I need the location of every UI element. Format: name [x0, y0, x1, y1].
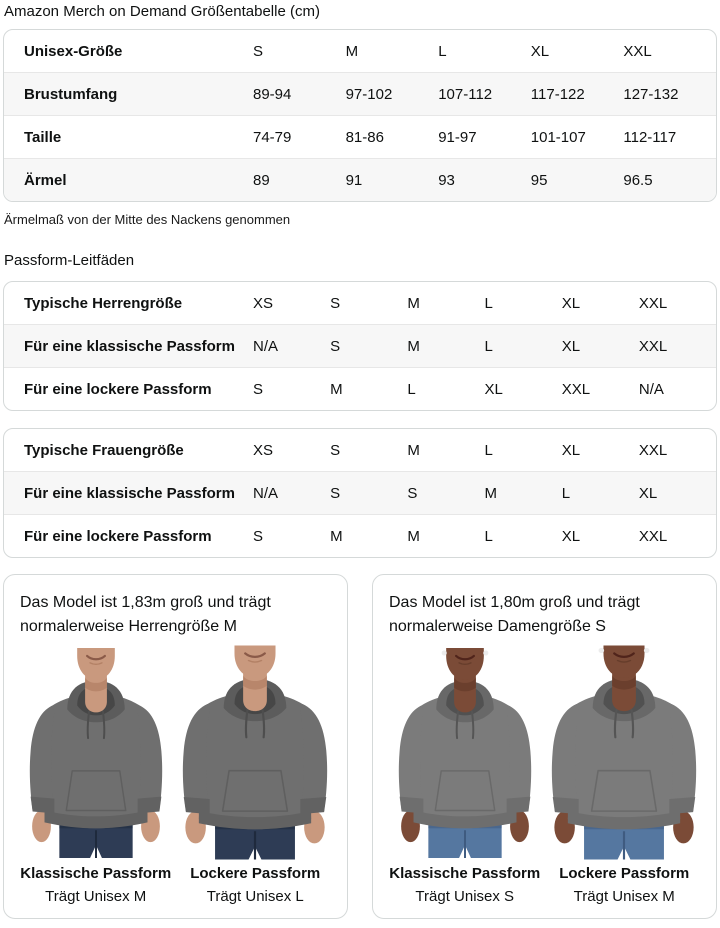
table-row-loose-fit: [4, 367, 716, 410]
table-row-classic-fit: [4, 471, 716, 514]
size-cell: M: [407, 527, 420, 545]
size-measurements-table: [3, 29, 717, 202]
size-cell: L: [484, 441, 493, 459]
row-label: Unisex-Größe: [24, 42, 123, 60]
row-label: Brustumfang: [24, 85, 118, 103]
row-label: Typische Herrengröße: [24, 294, 183, 312]
model-figures: [20, 648, 331, 905]
row-label: Für eine lockere Passform: [24, 527, 212, 545]
card-heading: Das Model ist 1,80m groß und trägt normalerweise Damengröße S: [389, 594, 640, 635]
figure-fit-caption: Klassische Passform: [389, 865, 541, 882]
model-figure-loose: [180, 648, 332, 905]
size-cell: XS: [253, 441, 274, 459]
size-cell: 93: [438, 171, 455, 189]
card-heading: Das Model ist 1,83m groß und trägt normalerweise Herrengröße M: [20, 594, 271, 635]
size-cell: XL: [561, 527, 581, 545]
size-cell: XL: [638, 484, 658, 502]
size-cell: XL: [561, 441, 581, 459]
model-card-women: [372, 574, 717, 919]
size-cell: XXL: [623, 42, 652, 60]
size-cell: XS: [253, 294, 274, 312]
size-cell: XXL: [638, 527, 668, 545]
figure-size-caption: Trägt Unisex L: [206, 888, 304, 905]
model-figures: [389, 648, 700, 905]
table-row-loose-fit: [4, 514, 716, 557]
size-cell: N/A: [253, 484, 279, 502]
sleeve-measurement-note: Ärmelmaß von der Mitte des Nackens genommen: [4, 212, 291, 227]
figure-size-caption: Trägt Unisex M: [573, 888, 675, 905]
size-cell: 89-94: [253, 85, 292, 103]
model-card-men: [3, 574, 348, 919]
size-cell: S: [253, 527, 264, 545]
size-cell: S: [330, 294, 341, 312]
table-row-chest: [4, 72, 716, 115]
fit-guides-heading: Passform-Leitfäden: [4, 252, 135, 269]
row-label: Taille: [24, 128, 62, 146]
model-figure-classic: [20, 648, 172, 905]
size-cell: 127-132: [623, 85, 679, 103]
table-row-sleeve: [4, 158, 716, 201]
female-model-loose-fit-photo: [543, 645, 707, 859]
size-cell: M: [484, 484, 498, 502]
size-cell: XXL: [638, 337, 668, 355]
size-cell: 95: [530, 171, 548, 189]
figure-size-caption: Trägt Unisex S: [415, 888, 515, 905]
figure-fit-caption: Klassische Passform: [20, 865, 172, 882]
size-cell: L: [484, 527, 493, 545]
size-cell: 91: [345, 171, 363, 189]
fit-table-men: [3, 281, 717, 411]
size-cell: 96.5: [623, 171, 653, 189]
page-title: Amazon Merch on Demand Größentabelle (cm): [4, 3, 320, 20]
size-cell: N/A: [253, 337, 279, 355]
figure-fit-caption: Lockere Passform: [559, 865, 690, 882]
size-cell: XXL: [638, 441, 668, 459]
model-figure-classic: [389, 648, 541, 905]
size-cell: XL: [530, 42, 550, 60]
size-cell: 107-112: [438, 85, 493, 103]
size-cell: N/A: [638, 380, 664, 398]
row-label: Ärmel: [24, 171, 67, 189]
size-cell: 74-79: [253, 128, 292, 146]
table-row-typical-womens-size: [4, 429, 716, 471]
male-model-loose-fit-photo: [174, 645, 338, 859]
size-cell: 112-117: [623, 128, 677, 146]
fit-table-women: [3, 428, 717, 558]
size-cell: 117-122: [530, 85, 585, 103]
size-cell: S: [407, 484, 418, 502]
model-cards: [3, 574, 717, 919]
size-cell: M: [345, 42, 359, 60]
size-cell: M: [330, 527, 343, 545]
table-row-classic-fit: [4, 324, 716, 367]
size-cell: L: [484, 337, 493, 355]
size-cell: XL: [561, 294, 581, 312]
row-label: Für eine klassische Passform: [24, 484, 235, 502]
size-cell: 97-102: [345, 85, 393, 103]
figure-fit-caption: Lockere Passform: [190, 865, 321, 882]
size-cell: S: [330, 484, 341, 502]
size-cell: 81-86: [345, 128, 384, 146]
size-cell: S: [330, 337, 341, 355]
table-row-waist: [4, 115, 716, 158]
size-cell: M: [407, 337, 420, 355]
size-cell: M: [407, 294, 420, 312]
size-cell: M: [330, 380, 343, 398]
row-label: Für eine lockere Passform: [24, 380, 212, 398]
model-figure-loose: [549, 648, 701, 905]
size-cell: 101-107: [530, 128, 586, 146]
size-cell: XXL: [638, 294, 668, 312]
size-cell: S: [330, 441, 341, 459]
size-cell: XL: [484, 380, 503, 398]
size-cell: S: [253, 380, 264, 398]
size-cell: L: [561, 484, 571, 502]
size-cell: XL: [561, 337, 581, 355]
male-model-classic-fit-photo: [21, 648, 171, 858]
size-cell: L: [438, 42, 447, 60]
table-row-typical-mens-size: [4, 282, 716, 324]
size-cell: L: [484, 294, 493, 312]
row-label: Für eine klassische Passform: [24, 337, 235, 355]
size-cell: 91-97: [438, 128, 477, 146]
size-cell: L: [407, 380, 416, 398]
size-cell: M: [407, 441, 420, 459]
row-label: Typische Frauengröße: [24, 441, 184, 459]
figure-size-caption: Trägt Unisex M: [45, 888, 147, 905]
size-cell: S: [253, 42, 264, 60]
table-row-unisex-size: [4, 30, 716, 72]
size-cell: XXL: [561, 380, 591, 398]
size-cell: 89: [253, 171, 270, 189]
female-model-classic-fit-photo: [390, 648, 540, 858]
